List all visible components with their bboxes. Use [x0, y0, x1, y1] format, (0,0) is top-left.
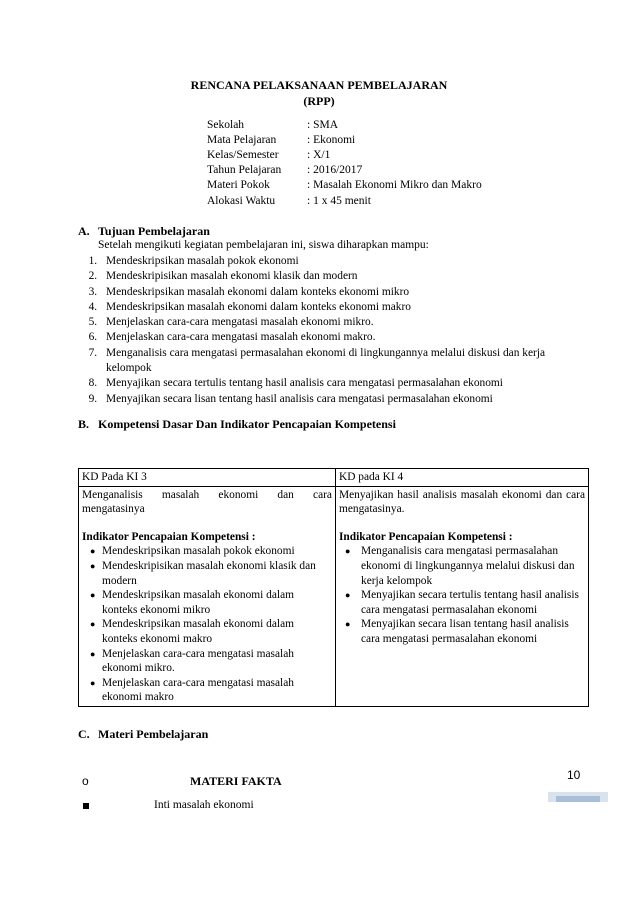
square-bullet-icon: [83, 803, 89, 809]
info-label: Mata Pelajaran: [207, 134, 277, 146]
list-item: ● Mendeskripsikan masalah ekonomi dalam konteks ekonomi mikro: [90, 588, 332, 617]
kd-text: Menyajikan hasil analisis masalah ekonomi dan cara mengatasinya.: [339, 488, 585, 516]
materi-fakta-heading: MATERI FAKTA: [190, 774, 282, 788]
list-item: 9. Menyajikan secara lisan tentang hasil analisis cara mengatasi permasalahan ekonomi: [100, 392, 580, 407]
info-value: : Ekonomi: [307, 134, 356, 146]
list-item: 1. Mendeskripsikan masalah pokok ekonomi: [100, 254, 580, 269]
info-label: Alokasi Waktu: [207, 195, 276, 207]
info-row: [207, 134, 355, 146]
page-decoration: [556, 796, 600, 802]
kd-text: Menganalisis masalah ekonomi dan cara mengatasinya: [82, 488, 332, 516]
competency-table: [78, 468, 589, 707]
list-item: 2. Mendeskripisikan masalah ekonomi klasik dan modern: [100, 269, 580, 284]
info-row: [207, 149, 330, 161]
info-value: : 2016/2017: [307, 164, 363, 176]
section-title: Tujuan Pembelajaran: [98, 224, 210, 238]
list-item: ● Menganalisis cara mengatasi permasalahan ekonomi di lingkungannya melalui diskusi dan kerja kelompok: [343, 544, 585, 588]
indicator-title: Indikator Pencapaian Kompetensi :: [82, 530, 256, 543]
indicator-title: Indikator Pencapaian Kompetensi :: [339, 530, 513, 543]
section-c-heading: [78, 727, 208, 742]
table-header-cell: KD Pada KI 3: [79, 469, 336, 487]
info-value: : Masalah Ekonomi Mikro dan Makro: [307, 179, 482, 191]
section-letter: B.: [78, 417, 90, 431]
section-b-heading: [78, 417, 396, 432]
info-row: [207, 164, 362, 176]
document-subtitle: (RPP): [303, 94, 335, 108]
list-item: 7. Menganalisis cara mengatasi permasalahan ekonomi di lingkungannya melalui diskusi dan kerja kelompok: [100, 346, 580, 377]
list-item: ● Mendeskripisikan masalah ekonomi klasik dan modern: [90, 559, 332, 588]
info-row: [207, 179, 482, 191]
info-label: Materi Pokok: [207, 179, 270, 191]
section-title: Kompetensi Dasar Dan Indikator Pencapaian Kompetensi: [98, 417, 396, 431]
indicator-list: [82, 544, 332, 705]
info-row: [207, 195, 371, 207]
info-row: [207, 119, 338, 131]
list-item: 8. Menyajikan secara tertulis tentang hasil analisis cara mengatasi permasalahan ekonomi: [100, 376, 580, 391]
info-value: : 1 x 45 menit: [307, 195, 371, 207]
section-a-intro: Setelah mengikuti kegiatan pembelajaran ini, siswa diharapkan mampu:: [98, 239, 429, 251]
indicator-list: [339, 544, 585, 646]
info-label: Tahun Pelajaran: [207, 164, 282, 176]
materi-item: Inti masalah ekonomi: [154, 799, 254, 811]
learning-goals-list: [82, 254, 580, 407]
table-cell: [336, 486, 589, 706]
list-item: ● Mendeskripsikan masalah ekonomi dalam konteks ekonomi makro: [90, 617, 332, 646]
list-item: 6. Menjelaskan cara-cara mengatasi masalah ekonomi makro.: [100, 330, 580, 345]
list-item: ● Menyajikan secara tertulis tentang hasil analisis cara mengatasi permasalahan ekonomi: [343, 588, 585, 617]
list-item: 3. Mendeskripsikan masalah ekonomi dalam konteks ekonomi mikro: [100, 285, 580, 300]
info-value: : SMA: [307, 119, 338, 131]
table-header-cell: KD pada KI 4: [336, 469, 589, 487]
section-letter: C.: [78, 727, 90, 741]
section-title: Materi Pembelajaran: [98, 727, 209, 741]
table-cell: [79, 486, 336, 706]
list-item: ● Menjelaskan cara-cara mengatasi masalah ekonomi makro: [90, 676, 332, 705]
list-item: ● Mendeskripsikan masalah pokok ekonomi: [90, 544, 332, 559]
info-label: Sekolah: [207, 119, 245, 131]
list-item: 4. Mendeskripsikan masalah ekonomi dalam konteks ekonomi makro: [100, 300, 580, 315]
section-a-heading: [78, 224, 210, 239]
document-title: RENCANA PELAKSANAAN PEMBELAJARAN: [190, 78, 448, 92]
info-label: Kelas/Semester: [207, 149, 279, 161]
section-letter: A.: [78, 224, 90, 238]
list-item: ● Menyajikan secara lisan tentang hasil analisis cara mengatasi permasalahan ekonomi: [343, 617, 585, 646]
list-item: ● Menjelaskan cara-cara mengatasi masalah ekonomi mikro.: [90, 647, 332, 676]
circle-bullet-icon: o: [82, 774, 89, 788]
page-number: 10: [567, 768, 581, 782]
list-item: 5. Menjelaskan cara-cara mengatasi masalah ekonomi mikro.: [100, 315, 580, 330]
info-value: : X/1: [307, 149, 331, 161]
